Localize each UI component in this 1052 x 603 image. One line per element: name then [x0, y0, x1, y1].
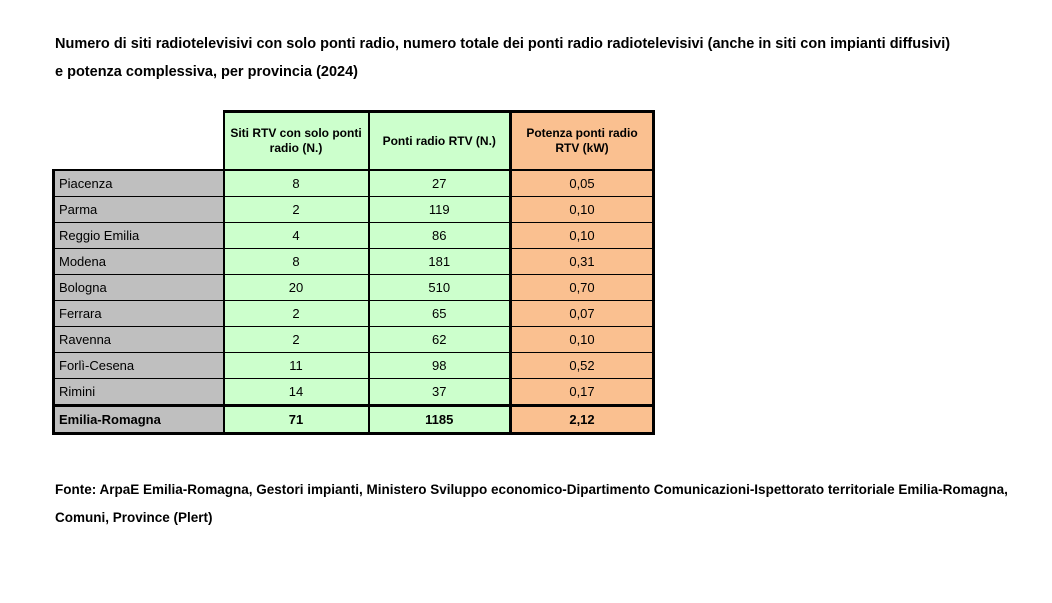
province-cell: Ravenna [54, 327, 224, 353]
siti-value-cell: 8 [224, 249, 369, 275]
potenza-value-cell: 0,31 [511, 249, 654, 275]
ponti-value-cell: 119 [369, 197, 511, 223]
header-row [54, 112, 654, 171]
ponti-value-cell: 510 [369, 275, 511, 301]
province-cell: Modena [54, 249, 224, 275]
province-cell: Forlì-Cesena [54, 353, 224, 379]
siti-value-cell: 20 [224, 275, 369, 301]
ponti-value-cell: 86 [369, 223, 511, 249]
title-line-2: e potenza complessiva, per provincia (2024) [55, 64, 359, 80]
region-total-cell: Emilia-Romagna [54, 406, 224, 434]
siti-value-cell: 4 [224, 223, 369, 249]
source-line-2: Comuni, Province (Plert) [55, 510, 213, 525]
ponti-value-cell: 65 [369, 301, 511, 327]
siti-value-cell: 2 [224, 301, 369, 327]
potenza-value-cell: 0,17 [511, 379, 654, 406]
province-cell: Rimini [54, 379, 224, 406]
table-row [54, 197, 654, 223]
siti-value-cell: 11 [224, 353, 369, 379]
table-row [54, 275, 654, 301]
rtv-ponti-radio-table [52, 110, 655, 435]
ponti-total-cell: 1185 [369, 406, 511, 434]
potenza-value-cell: 0,10 [511, 223, 654, 249]
table-row [54, 223, 654, 249]
potenza-value-cell: 0,52 [511, 353, 654, 379]
col-header-siti-rtv: Siti RTV con solo ponti radio (N.) [224, 112, 369, 171]
siti-value-cell: 14 [224, 379, 369, 406]
potenza-value-cell: 0,70 [511, 275, 654, 301]
ponti-value-cell: 98 [369, 353, 511, 379]
siti-value-cell: 2 [224, 197, 369, 223]
source-line-1: Fonte: ArpaE Emilia-Romagna, Gestori impianti, Ministero Sviluppo economico-Dipartimento Comunicazioni-Ispettorato territoriale Emilia-Romagna, [55, 482, 1008, 497]
table-row [54, 353, 654, 379]
ponti-value-cell: 37 [369, 379, 511, 406]
total-row [54, 406, 654, 434]
province-cell: Piacenza [54, 170, 224, 197]
table-row [54, 170, 654, 197]
ponti-value-cell: 62 [369, 327, 511, 353]
province-cell: Reggio Emilia [54, 223, 224, 249]
province-cell: Parma [54, 197, 224, 223]
siti-value-cell: 8 [224, 170, 369, 197]
siti-value-cell: 2 [224, 327, 369, 353]
province-cell: Bologna [54, 275, 224, 301]
province-cell: Ferrara [54, 301, 224, 327]
table-row [54, 249, 654, 275]
table-row [54, 327, 654, 353]
ponti-value-cell: 181 [369, 249, 511, 275]
table-row [54, 379, 654, 406]
col-header-ponti-radio: Ponti radio RTV (N.) [369, 112, 511, 171]
ponti-value-cell: 27 [369, 170, 511, 197]
potenza-value-cell: 0,10 [511, 327, 654, 353]
empty-corner-cell [54, 112, 224, 171]
potenza-total-cell: 2,12 [511, 406, 654, 434]
siti-total-cell: 71 [224, 406, 369, 434]
table-row [54, 301, 654, 327]
potenza-value-cell: 0,10 [511, 197, 654, 223]
col-header-potenza: Potenza ponti radio RTV (kW) [511, 112, 654, 171]
potenza-value-cell: 0,07 [511, 301, 654, 327]
source-note [55, 476, 1008, 532]
title-line-1: Numero di siti radiotelevisivi con solo ponti radio, numero totale dei ponti radio radiotelevisivi (anche in siti con impianti diffusivi) [55, 36, 951, 52]
table-title [55, 30, 950, 86]
potenza-value-cell: 0,05 [511, 170, 654, 197]
